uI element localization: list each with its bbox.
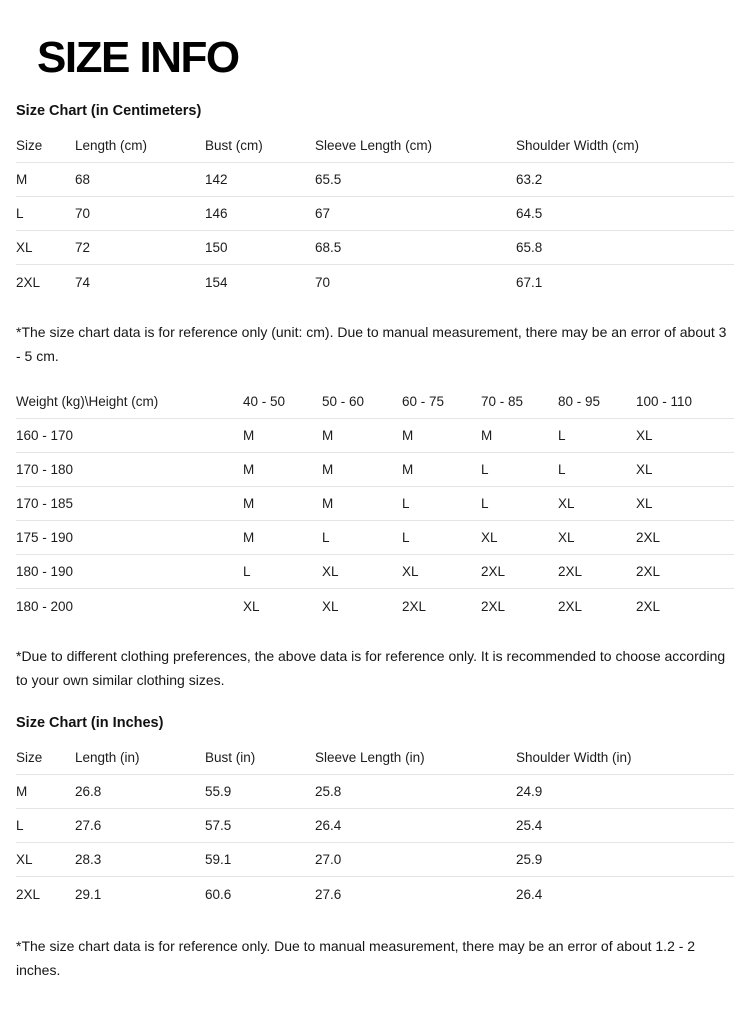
table-row-m bbox=[16, 163, 734, 197]
cell-size: L bbox=[481, 462, 489, 477]
fit-chart-note: *Due to different clothing preferences, the above data is for reference only. It is recommended to choose according to your own similar clothing sizes. bbox=[16, 648, 726, 688]
cell-size: XL bbox=[16, 852, 33, 867]
cell-shoulder: 25.4 bbox=[516, 818, 543, 833]
column-header-70-85: 70 - 85 bbox=[481, 394, 524, 409]
cell-size: M bbox=[243, 530, 255, 545]
cell-size: XL bbox=[402, 564, 419, 579]
cell-height-range: 160 - 170 bbox=[16, 428, 74, 443]
cell-size: M bbox=[16, 172, 28, 187]
cell-size: 2XL bbox=[481, 564, 506, 579]
cell-shoulder: 67.1 bbox=[516, 274, 543, 290]
cell-sleeve: 67 bbox=[315, 206, 331, 221]
weight-height-fit-section bbox=[16, 385, 734, 692]
cell-size: XL bbox=[481, 530, 498, 545]
cell-size: 2XL bbox=[636, 530, 661, 545]
fit-row-180-190 bbox=[16, 555, 734, 589]
cell-length: 27.6 bbox=[75, 818, 102, 833]
cell-size: XL bbox=[558, 530, 575, 545]
inch-table-header-row bbox=[16, 741, 734, 775]
column-header-size: Size bbox=[16, 750, 43, 765]
cell-size: M bbox=[402, 462, 414, 477]
cell-size: M bbox=[322, 428, 334, 443]
table-row-l bbox=[16, 809, 734, 843]
column-header-shoulder: Shoulder Width (cm) bbox=[516, 138, 640, 153]
cell-size: 2XL bbox=[636, 564, 661, 579]
fit-row-175-190 bbox=[16, 521, 734, 555]
cell-bust: 60.6 bbox=[205, 886, 232, 902]
cell-sleeve: 27.0 bbox=[315, 852, 342, 867]
fit-row-170-180 bbox=[16, 453, 734, 487]
cell-height-range: 175 - 190 bbox=[16, 530, 74, 545]
cell-size: XL bbox=[322, 564, 339, 579]
column-header-length: Length (in) bbox=[75, 750, 140, 765]
cell-size: XL bbox=[243, 598, 260, 614]
cell-length: 29.1 bbox=[75, 886, 102, 902]
cell-size: 2XL bbox=[636, 598, 661, 614]
cell-sleeve: 68.5 bbox=[315, 240, 342, 255]
cell-length: 28.3 bbox=[75, 852, 102, 867]
cell-length: 74 bbox=[75, 274, 91, 290]
cell-size: XL bbox=[16, 240, 33, 255]
cell-size: M bbox=[243, 428, 255, 443]
cell-size: L bbox=[481, 496, 489, 511]
inch-chart-note: *The size chart data is for reference only. Due to manual measurement, there may be an error of about 1.2 - 2 inches. bbox=[16, 938, 696, 978]
cell-bust: 142 bbox=[205, 172, 228, 187]
cell-shoulder: 64.5 bbox=[516, 206, 543, 221]
fit-row-170-185 bbox=[16, 487, 734, 521]
inch-size-table bbox=[16, 741, 734, 911]
cell-size: 2XL bbox=[402, 598, 427, 614]
cell-size: M bbox=[322, 496, 334, 511]
cell-size: 2XL bbox=[16, 886, 41, 902]
column-header-weight-height: Weight (kg)\Height (cm) bbox=[16, 394, 159, 409]
cell-shoulder: 24.9 bbox=[516, 784, 543, 799]
cell-size: M bbox=[481, 428, 493, 443]
column-header-size: Size bbox=[16, 138, 43, 153]
cell-length: 70 bbox=[75, 206, 91, 221]
cell-size: 2XL bbox=[16, 274, 41, 290]
column-header-shoulder: Shoulder Width (in) bbox=[516, 750, 632, 765]
cell-bust: 57.5 bbox=[205, 818, 232, 833]
page-title: SIZE INFO bbox=[37, 33, 239, 82]
cell-sleeve: 65.5 bbox=[315, 172, 342, 187]
cm-chart-note: *The size chart data is for reference only (unit: cm). Due to manual measurement, there may be an error of about 3 - 5 cm. bbox=[16, 324, 727, 364]
cell-bust: 55.9 bbox=[205, 784, 232, 799]
cell-size: 2XL bbox=[481, 598, 506, 614]
cell-length: 72 bbox=[75, 240, 91, 255]
table-row-m bbox=[16, 775, 734, 809]
column-header-length: Length (cm) bbox=[75, 138, 148, 153]
cell-size: L bbox=[16, 818, 24, 833]
cell-size: 2XL bbox=[558, 564, 583, 579]
cell-size: XL bbox=[558, 496, 575, 511]
column-header-sleeve: Sleeve Length (in) bbox=[315, 750, 425, 765]
cell-size: L bbox=[16, 206, 24, 221]
cell-shoulder: 26.4 bbox=[516, 886, 543, 902]
cell-size: M bbox=[402, 428, 414, 443]
cm-size-chart-section bbox=[16, 103, 734, 368]
inch-size-chart-section bbox=[16, 715, 734, 982]
fit-row-180-200 bbox=[16, 589, 734, 623]
column-header-60-75: 60 - 75 bbox=[402, 394, 445, 409]
cell-bust: 154 bbox=[205, 274, 228, 290]
cm-table-header-row bbox=[16, 129, 734, 163]
cell-size: L bbox=[558, 462, 566, 477]
cell-size: M bbox=[243, 462, 255, 477]
cell-size: M bbox=[243, 496, 255, 511]
column-header-80-95: 80 - 95 bbox=[558, 394, 601, 409]
cell-size: 2XL bbox=[558, 598, 583, 614]
cell-bust: 150 bbox=[205, 240, 228, 255]
cell-length: 26.8 bbox=[75, 784, 102, 799]
table-row-2xl bbox=[16, 877, 734, 911]
column-header-100-110: 100 - 110 bbox=[636, 394, 693, 409]
cell-size: XL bbox=[636, 462, 653, 477]
cell-shoulder: 25.9 bbox=[516, 852, 543, 867]
cell-size: L bbox=[243, 564, 251, 579]
cell-sleeve: 25.8 bbox=[315, 784, 342, 799]
cell-bust: 146 bbox=[205, 206, 228, 221]
cell-sleeve: 70 bbox=[315, 274, 331, 290]
column-header-50-60: 50 - 60 bbox=[322, 394, 365, 409]
table-row-xl bbox=[16, 231, 734, 265]
column-header-bust: Bust (in) bbox=[205, 750, 256, 765]
table-row-l bbox=[16, 197, 734, 231]
cell-height-range: 180 - 200 bbox=[16, 598, 74, 614]
cell-length: 68 bbox=[75, 172, 91, 187]
cm-size-table bbox=[16, 129, 734, 299]
fit-row-160-170 bbox=[16, 419, 734, 453]
size-info-page bbox=[0, 33, 750, 982]
cell-size: XL bbox=[322, 598, 339, 614]
cell-size: L bbox=[402, 530, 410, 545]
fit-table-header-row bbox=[16, 385, 734, 419]
cell-sleeve: 26.4 bbox=[315, 818, 342, 833]
cell-shoulder: 63.2 bbox=[516, 172, 543, 187]
cell-height-range: 180 - 190 bbox=[16, 564, 74, 579]
cell-shoulder: 65.8 bbox=[516, 240, 543, 255]
cell-size: L bbox=[402, 496, 410, 511]
table-row-2xl bbox=[16, 265, 734, 299]
column-header-bust: Bust (cm) bbox=[205, 138, 263, 153]
cm-chart-heading: Size Chart (in Centimeters) bbox=[16, 103, 202, 119]
cell-size: M bbox=[322, 462, 334, 477]
table-row-xl bbox=[16, 843, 734, 877]
page-content bbox=[0, 103, 750, 982]
cell-size: XL bbox=[636, 496, 653, 511]
column-header-sleeve: Sleeve Length (cm) bbox=[315, 138, 433, 153]
cell-size: L bbox=[322, 530, 330, 545]
cell-size: M bbox=[16, 784, 28, 799]
cell-size: XL bbox=[636, 428, 653, 443]
weight-height-fit-table bbox=[16, 385, 734, 623]
cell-bust: 59.1 bbox=[205, 852, 232, 867]
cell-height-range: 170 - 185 bbox=[16, 496, 74, 511]
cell-sleeve: 27.6 bbox=[315, 886, 342, 902]
column-header-40-50: 40 - 50 bbox=[243, 394, 286, 409]
cell-height-range: 170 - 180 bbox=[16, 462, 74, 477]
inch-chart-heading: Size Chart (in Inches) bbox=[16, 715, 164, 731]
cell-size: L bbox=[558, 428, 566, 443]
